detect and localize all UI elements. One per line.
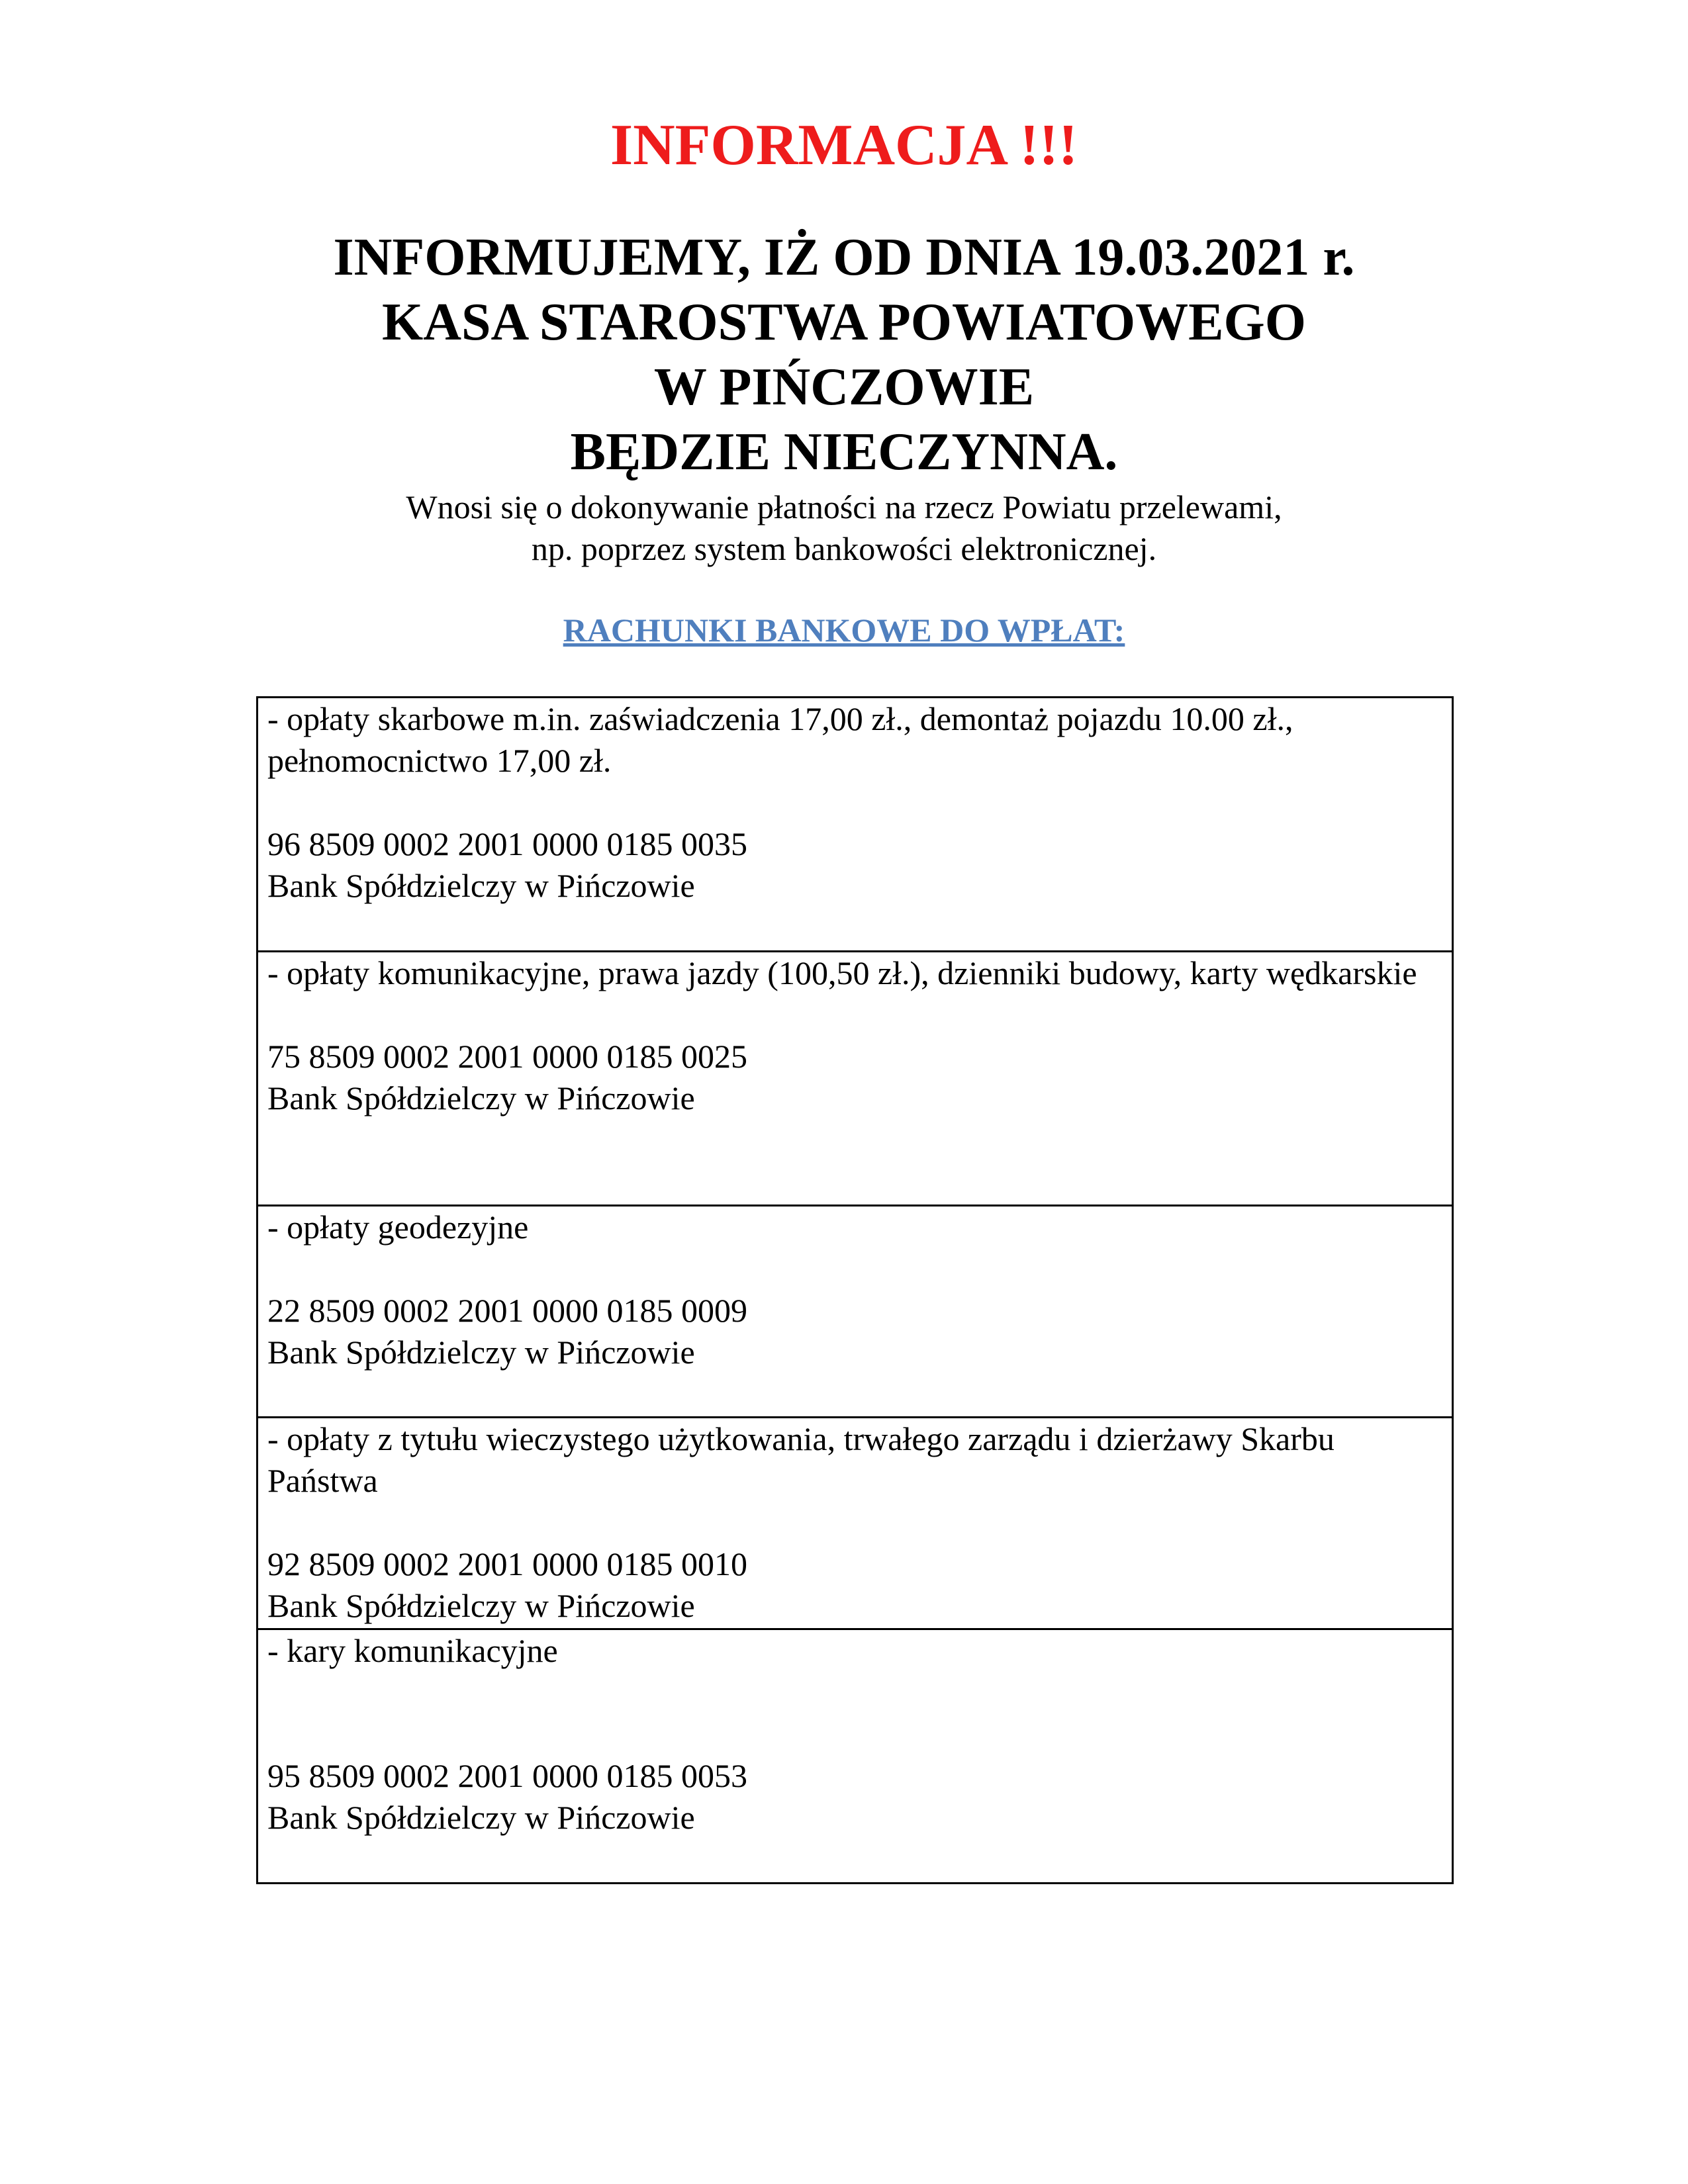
account-cell	[258, 698, 1453, 952]
table-row	[258, 1206, 1453, 1418]
account-cell	[258, 1206, 1453, 1418]
account-description: - opłaty z tytułu wieczystego użytkowania, trwałego zarządu i dzierżawy Skarbu Państwa	[267, 1420, 1335, 1499]
announcement-headline	[0, 225, 1688, 484]
account-cell	[258, 1418, 1453, 1629]
table-row	[258, 952, 1453, 1206]
account-description: - opłaty geodezyjne	[267, 1208, 529, 1246]
bank-name: Bank Spółdzielczy w Pińczowie	[267, 1334, 695, 1371]
account-number: 22 8509 0002 2001 0000 0185 0009	[267, 1292, 747, 1329]
headline-line-3: W PIŃCZOWIE	[653, 358, 1035, 416]
account-cell	[258, 1629, 1453, 1884]
intro-line-1: Wnosi się o dokonywanie płatności na rzecz Powiatu przelewami,	[406, 488, 1282, 525]
account-cell	[258, 952, 1453, 1206]
table-row	[258, 698, 1453, 952]
account-number: 95 8509 0002 2001 0000 0185 0053	[267, 1757, 747, 1794]
intro-line-2: np. poprzez system bankowości elektronicznej.	[531, 530, 1157, 567]
account-description: - kary komunikacyjne	[267, 1632, 558, 1669]
bank-name: Bank Spółdzielczy w Pińczowie	[267, 867, 695, 904]
bank-name: Bank Spółdzielczy w Pińczowie	[267, 1079, 695, 1116]
table-row	[258, 1418, 1453, 1629]
account-number: 96 8509 0002 2001 0000 0185 0035	[267, 825, 747, 862]
account-description: - opłaty skarbowe m.in. zaświadczenia 17,00 zł., demontaż pojazdu 10.00 zł., pełnomocnictwo 17,00 zł.	[267, 700, 1293, 779]
bank-name: Bank Spółdzielczy w Pińczowie	[267, 1587, 695, 1624]
accounts-heading: RACHUNKI BANKOWE DO WPŁAT:	[563, 612, 1125, 649]
bank-name: Bank Spółdzielczy w Pińczowie	[267, 1799, 695, 1836]
document-title: INFORMACJA !!!	[610, 113, 1078, 177]
headline-line-2: KASA STAROSTWA POWIATOWEGO	[382, 293, 1306, 351]
account-number: 92 8509 0002 2001 0000 0185 0010	[267, 1545, 747, 1582]
account-number: 75 8509 0002 2001 0000 0185 0025	[267, 1038, 747, 1075]
headline-line-4: BĘDZIE NIECZYNNA.	[570, 423, 1118, 481]
account-description: - opłaty komunikacyjne, prawa jazdy (100,50 zł.), dzienniki budowy, karty wędkarskie	[267, 954, 1417, 991]
intro-text	[0, 486, 1688, 570]
bank-accounts-table	[256, 696, 1454, 1884]
headline-line-1: INFORMUJEMY, IŻ OD DNIA 19.03.2021 r.	[333, 228, 1355, 287]
table-row	[258, 1629, 1453, 1884]
